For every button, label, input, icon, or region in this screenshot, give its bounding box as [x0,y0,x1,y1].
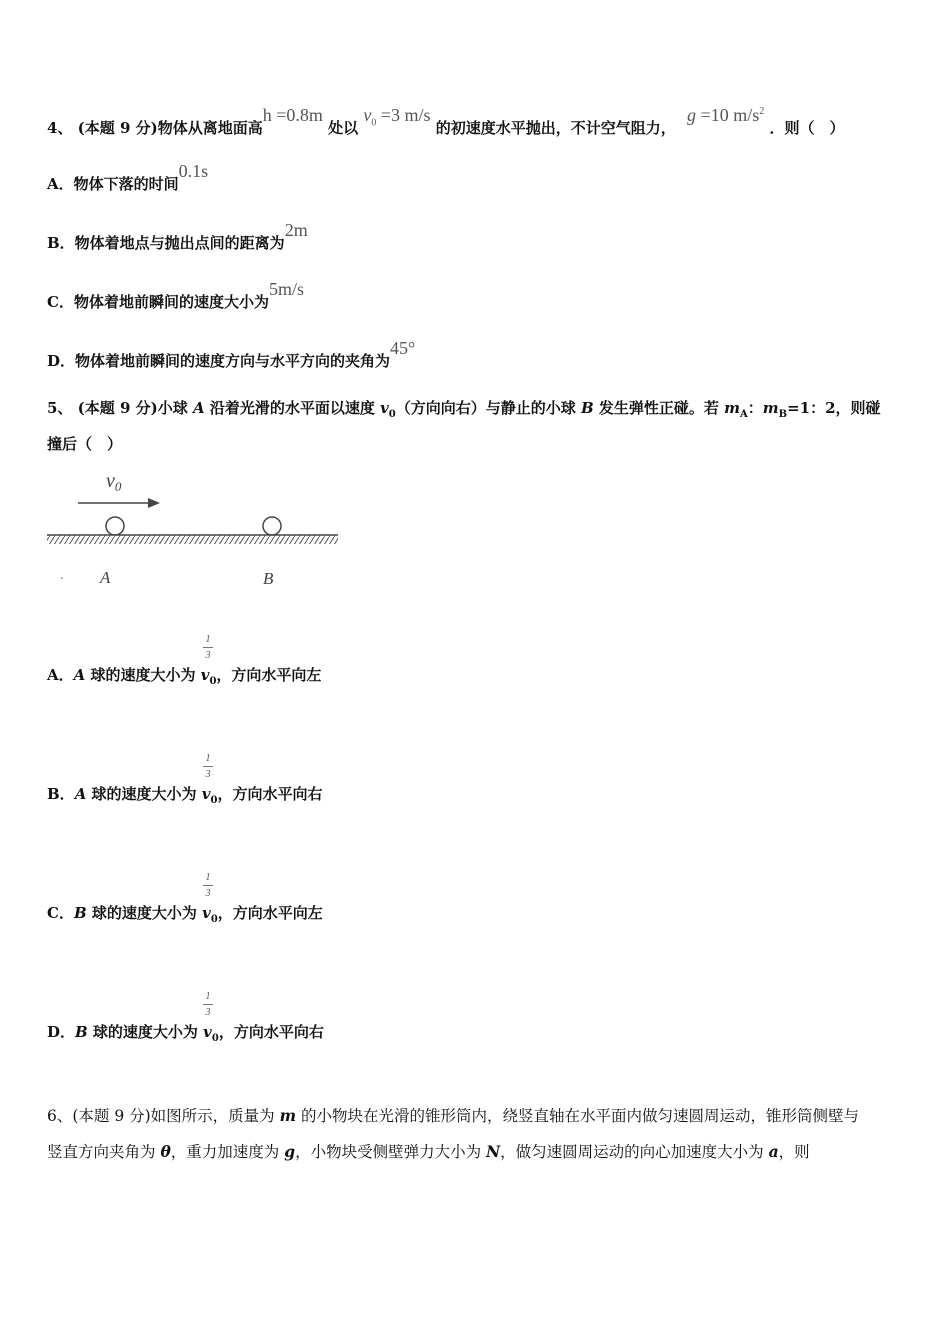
figure-velocity-label: $v_0$ [106,470,122,494]
q4-v-subscript: 0 [371,117,377,129]
q5-text: 5、 (本题 9 分)小球 [47,399,193,417]
q6-stem-line-1 [47,1106,859,1126]
q6-text: ，重力加速度为 [170,1143,285,1161]
option-direction: ，方向水平向左 [216,666,322,684]
q4-option-b-math: 2m [284,220,308,240]
q4-option-b-text: B．物体着地点与抛出点间的距离为 [47,234,285,252]
q6-text: ，做匀速圆周运动的向心加速度大小为 [500,1143,769,1161]
q4-option-c-math: 5m/s [268,279,304,299]
q4-option-b [47,220,308,253]
q4-option-c-text: C．物体着地前瞬间的速度大小为 [47,293,269,311]
option-letter: A． [47,666,74,684]
q6-n: N [486,1142,501,1161]
option-v: v [202,904,211,922]
option-direction: ，方向水平向右 [217,785,323,803]
q4-height-value: h =0.8m [262,105,323,125]
q5-stem-line-1 [47,398,881,425]
q5-option-a-fraction: 1 3 [203,634,213,661]
q6-text: 的小物块在光滑的锥形筒内，绕竖直轴在水平面内做匀速圆周运动，锥形筒侧壁与 [296,1107,859,1125]
q5-option-d-fraction: 1 3 [203,991,213,1018]
option-ball: A [74,785,87,803]
figure-label-b: B [263,569,274,588]
q5-text: 撞后（ ） [47,435,123,453]
q6-m: m [279,1106,297,1125]
q4-option-a-math: 0.1s [178,161,209,181]
figure-label-a: A [100,568,111,587]
q6-text: ，则 [778,1143,810,1161]
option-text: 球的速度大小为 [86,904,203,922]
option-v-sub: 0 [211,1033,219,1044]
ball-b-circle [263,517,281,535]
option-v-sub: 0 [210,795,218,806]
option-v-sub: 0 [209,676,217,687]
q4-stem-text-4: ．则（ ） [769,119,845,137]
q6-stem-line-2 [47,1142,810,1162]
q5-v: v [380,399,389,417]
q5-option-c [47,903,323,930]
q4-stem-text-1: 4、 (本题 9 分)物体从离地面高 [47,119,263,137]
q5-m: m [724,399,740,417]
q5-option-b-fraction: 1 3 [203,753,213,780]
q5-text: （方向向右）与静止的小球 [395,399,581,417]
option-text: 球的速度大小为 [86,785,202,803]
option-letter: D． [47,1023,76,1041]
q4-option-c [47,279,304,312]
q6-text: ，小物块受侧壁弹力大小为 [295,1143,486,1161]
q6-text: 6、(本题 9 分)如图所示，质量为 [47,1107,280,1125]
q6-g: g [284,1142,296,1161]
q4-v-value: =3 m/s [376,105,431,125]
q4-option-a [47,161,209,194]
option-ball: B [75,1023,88,1041]
q5-option-d [47,1022,324,1049]
q5-ma-sub: A [740,409,748,420]
q4-option-a-text: A．物体下落的时间 [47,175,179,193]
q6-theta: θ [160,1142,171,1161]
ball-a-circle [106,517,124,535]
option-direction: ，方向水平向右 [218,1023,324,1041]
q5-option-b [47,784,322,811]
q4-v-symbol: v [363,105,372,125]
q5-stem-line-2 [47,434,122,454]
option-text: 球的速度大小为 [85,666,201,684]
q4-stem-text-2: 处以 [328,119,359,137]
ground-hatch [47,535,338,544]
q5-ball-b: B [580,399,594,417]
q5-text: 沿着光滑的水平面以速度 [204,399,381,417]
collision-figure [44,465,344,595]
option-direction: ，方向水平向左 [217,904,323,922]
q6-a: a [768,1142,779,1161]
q5-colon: ： [747,399,763,417]
option-letter: C． [47,904,74,922]
q5-ratio: =1：2，则碰 [787,399,881,417]
q5-text: 发生弹性正碰。若 [593,399,725,417]
q4-gravity: g =10 $m/s^2$ [687,105,765,125]
option-v-sub: 0 [210,914,218,925]
q5-v-sub: 0 [388,409,396,420]
option-ball: A [73,666,86,684]
q4-stem-text-3: 的初速度水平抛出，不计空气阻力， [435,119,676,137]
q5-option-a [47,665,321,692]
q5-option-c-fraction: 1 3 [203,872,213,899]
q4-option-d [47,338,416,371]
q4-option-d-text: D．物体着地前瞬间的速度方向与水平方向的夹角为 [47,352,391,370]
option-text: 球的速度大小为 [87,1023,204,1041]
figure-dot: . [60,568,64,582]
option-letter: B． [47,785,75,803]
velocity-arrow-head [148,498,160,508]
q5-m: m [762,399,779,417]
q5-ball-a: A [192,399,205,417]
option-v: v [203,1023,212,1041]
option-v: v [200,666,210,684]
q6-text: 竖直方向夹角为 [47,1143,161,1161]
option-v: v [201,785,211,803]
q5-mb-sub: B [778,409,788,420]
q4-option-d-math: 45° [390,338,416,358]
q4-stem [47,105,845,146]
q4-initial-velocity [363,105,431,129]
option-ball: B [73,904,87,922]
